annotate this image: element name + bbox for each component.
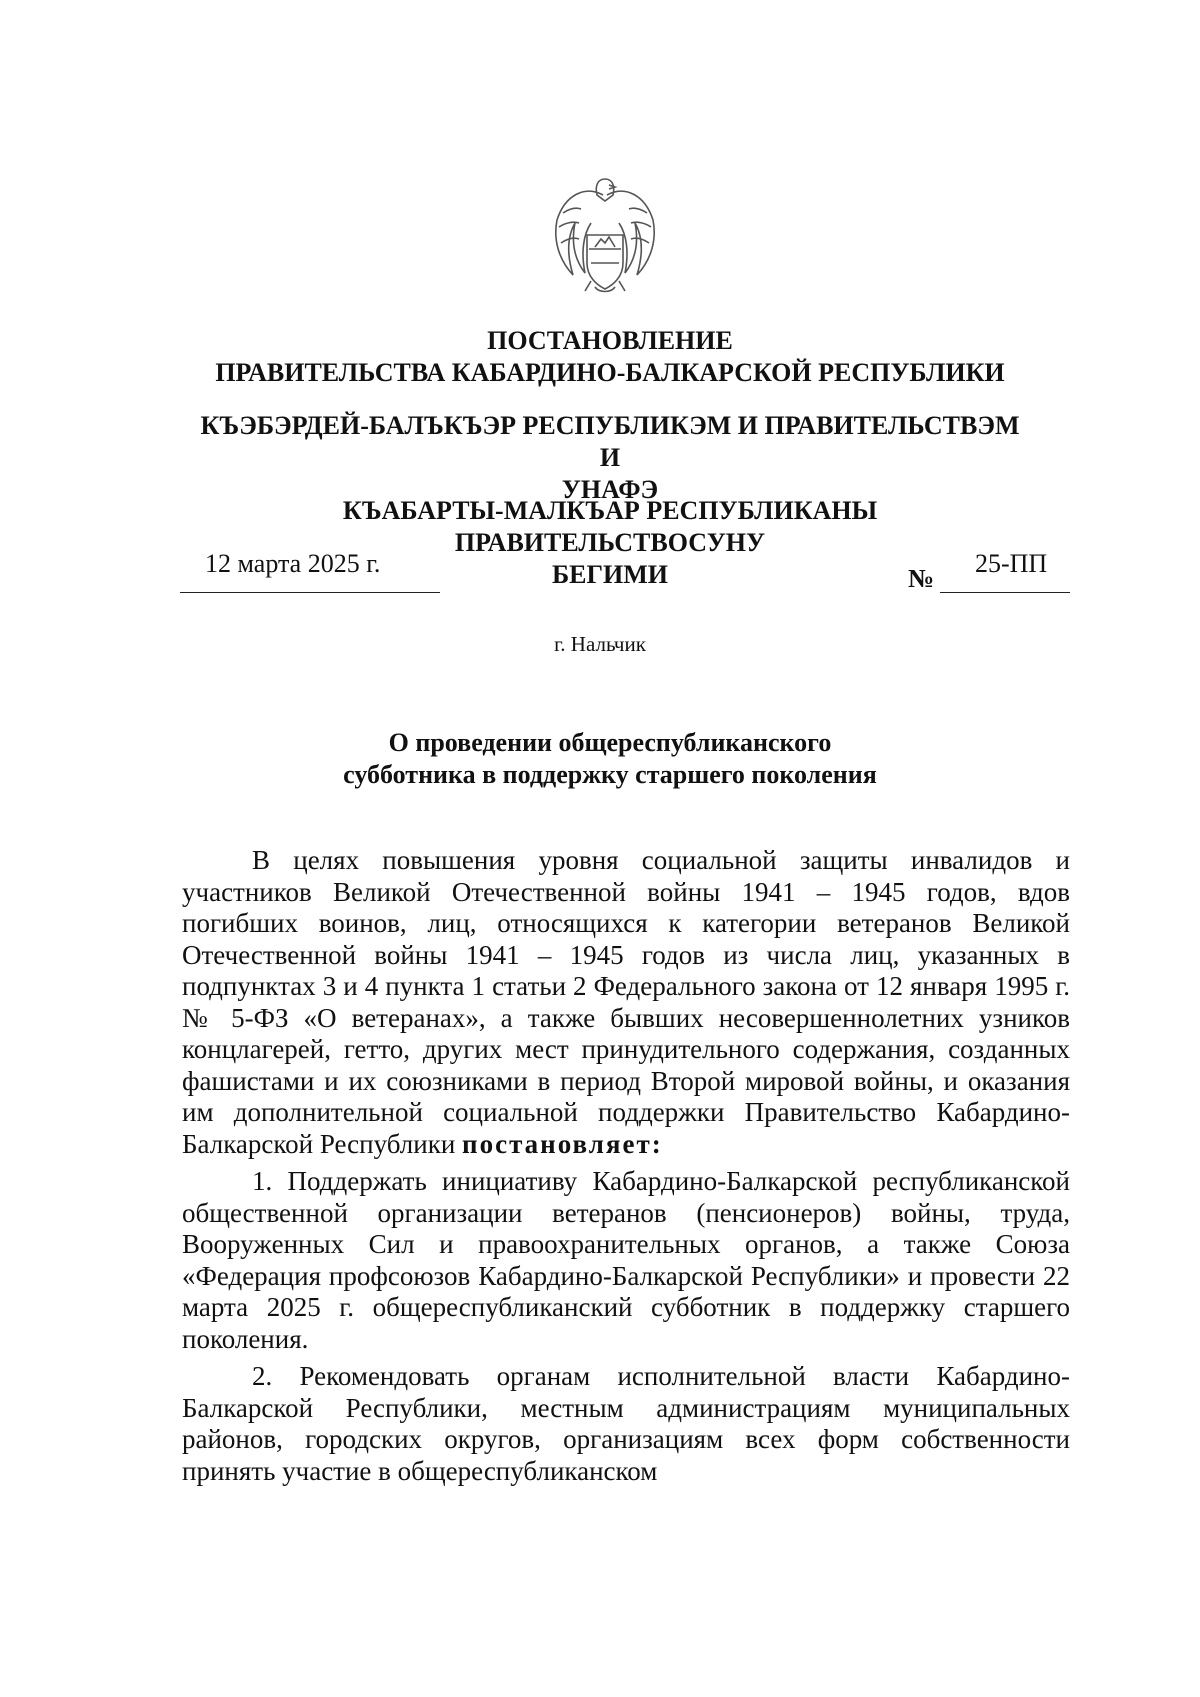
coat-of-arms-eagle-icon [545, 165, 665, 300]
preamble-text: В целях повышения уровня социальной защиты инвалидов и участников Великой Отечественной войны 1941 – 1945 годов, вдов погибших воинов, лиц, относящихся к категории ветеранов Великой Отечественной войны 1941 – 1945 годов из числа лиц, указанных в подпунктах 3 и 4 пункта 1 статьи 2 Федерального закона от 12 января 1995 г. № 5-ФЗ «О ветеранах», а также бывших несовершеннолетних узников концлагерей, гетто, других мест принудительного содержания, созданных фашистами и их союзниками в период Второй мировой войны, и оказания им дополнительной социальной поддержки Правительство Кабардино-Балкарской Республики [182, 845, 1070, 1159]
title-line-1: О проведении общереспубликанского [388, 728, 832, 757]
document-date: 12 марта 2025 г. [205, 549, 381, 578]
resolves-keyword: постановляет: [462, 1128, 663, 1159]
city-label: г. Нальчик [554, 632, 646, 656]
date-underline [180, 592, 440, 593]
number-sign: № [908, 564, 935, 593]
document-body [182, 845, 1070, 1487]
heading-line-2: ПРАВИТЕЛЬСТВА КАБАРДИНО-БАЛКАРСКОЙ РЕСПУБЛИКИ [215, 358, 1005, 387]
heading-line-6: БЕГИМИ [551, 560, 669, 589]
paragraph-item-1: 1. Поддержать инициативу Кабардино-Балкарской республиканской общественной организации ветеранов (пенсионеров) войны, труда, Вооруженных Сил и правоохранительных органов, а также Союза «Федерация профсоюзов Кабардино-Балкарской Республики» и провести 22 марта 2025 г. общереспубликанский субботник в поддержку старшего поколения. [182, 1166, 1070, 1354]
heading-line-1: ПОСТАНОВЛЕНИЕ [487, 326, 733, 355]
number-underline [940, 592, 1070, 593]
paragraph-item-2: 2. Рекомендовать органам исполнительной власти Кабардино-Балкарской Республики, местным администрациям муниципальных районов, городских округов, организациям всех форм собственности принять участие в общереспубликанском [182, 1361, 1070, 1486]
heading-line-3: КЪЭБЭРДЕЙ-БАЛЪКЪЭР РЕСПУБЛИКЭМ И ПРАВИТЕЛЬСТВЭМ И [200, 411, 1020, 472]
heading-line-4: УНАФЭ [561, 475, 659, 504]
kabardian-heading [190, 410, 1030, 506]
heading-line-5: КЪАБАРТЫ-МАЛКЪАР РЕСПУБЛИКАНЫ ПРАВИТЕЛЬСТВОСУНУ [342, 496, 878, 557]
document-number: 25-ПП [975, 549, 1048, 578]
document-type-heading [190, 325, 1030, 389]
title-line-2: субботника в поддержку старшего поколения [343, 760, 877, 789]
paragraph-preamble [182, 845, 1070, 1160]
document-title [190, 727, 1030, 791]
